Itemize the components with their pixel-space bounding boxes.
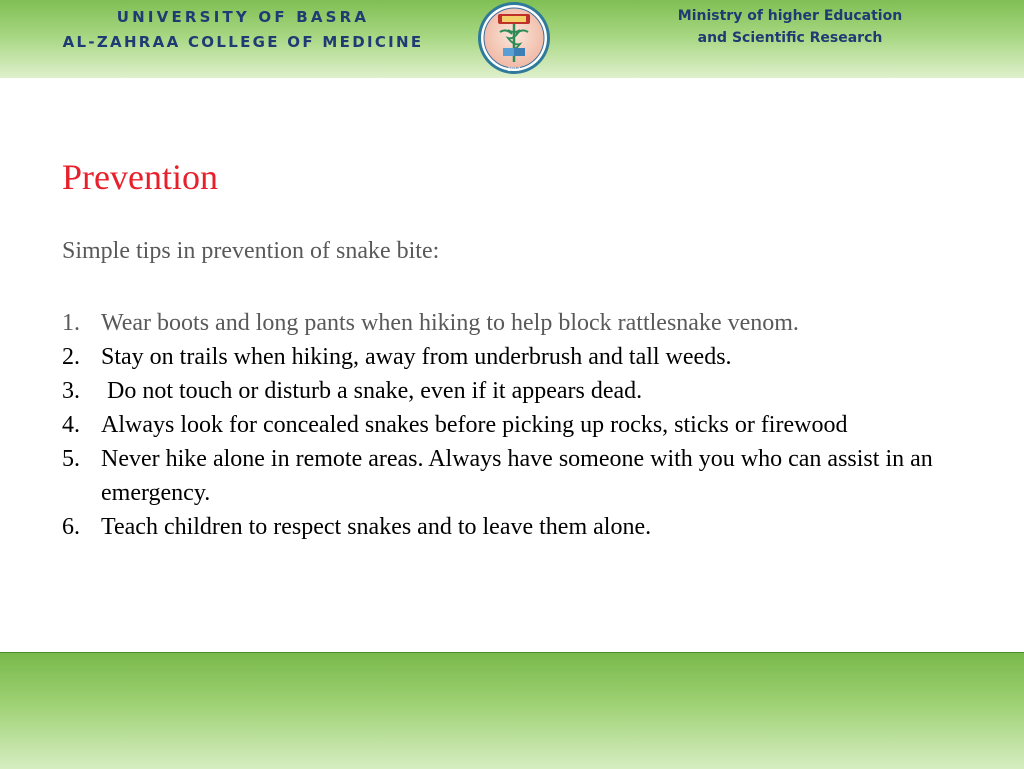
list-item-text: Do not touch or disturb a snake, even if it appears dead. bbox=[101, 378, 643, 404]
slide-intro: Simple tips in prevention of snake bite: bbox=[62, 238, 440, 264]
list-item-number: 6. bbox=[62, 514, 80, 540]
list-item-text: Teach children to respect snakes and to leave them alone. bbox=[101, 514, 652, 540]
list-item-text: Always look for concealed snakes before picking up rocks, sticks or firewood bbox=[101, 412, 848, 438]
list-item-number: 4. bbox=[62, 412, 80, 438]
list-item-text: Never hike alone in remote areas. Always have someone with you who can assist in an emergency. bbox=[101, 446, 933, 506]
list-item-number: 2. bbox=[62, 344, 80, 370]
header-banner bbox=[0, 0, 1024, 78]
list-item bbox=[62, 340, 982, 374]
ministry-line-1: Ministry of higher Education bbox=[677, 8, 903, 24]
university-name: UNIVERSITY OF BASRA bbox=[116, 8, 370, 26]
college-seal-icon bbox=[470, 0, 558, 76]
list-item bbox=[62, 408, 982, 442]
footer-banner bbox=[0, 652, 1024, 769]
list-item-text: Stay on trails when hiking, away from underbrush and tall weeds. bbox=[101, 344, 732, 370]
slide-title: Prevention bbox=[62, 157, 218, 197]
ministry-name bbox=[640, 5, 940, 49]
list-item bbox=[62, 374, 982, 408]
ministry-line-2: and Scientific Research bbox=[697, 30, 883, 46]
logo-year: 2017 bbox=[507, 67, 521, 73]
list-item bbox=[62, 306, 982, 340]
list-item-number: 1. bbox=[62, 310, 80, 336]
list-item bbox=[62, 510, 982, 544]
list-item-number: 3. bbox=[62, 378, 80, 404]
college-name: AL-ZAHRAA COLLEGE OF MEDICINE bbox=[62, 33, 424, 51]
tips-list bbox=[62, 306, 982, 544]
list-item-text: Wear boots and long pants when hiking to help block rattlesnake venom. bbox=[101, 310, 799, 336]
list-item-number: 5. bbox=[62, 446, 80, 472]
list-item bbox=[62, 442, 982, 510]
